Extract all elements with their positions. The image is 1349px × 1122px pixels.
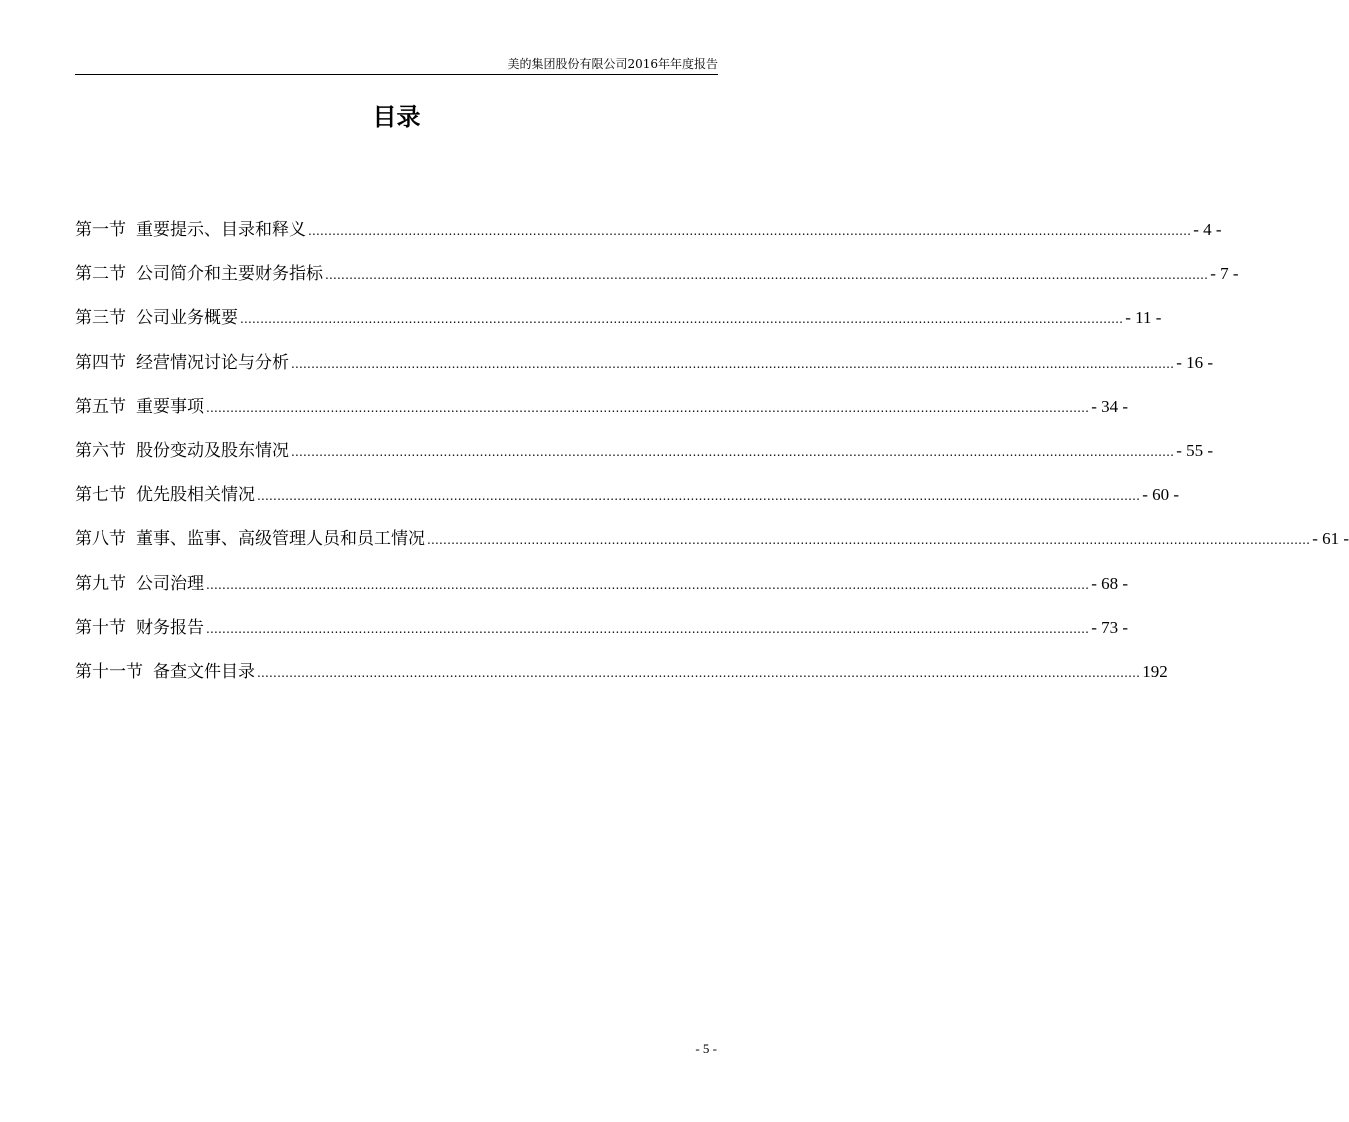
dot-leader: ............................................................................................................................................................................................................................ [291,444,1175,459]
toc-section-title: 公司治理 [136,573,204,594]
toc-entry-4[interactable] [75,349,1214,393]
toc-section-title: 重要提示、目录和释义 [136,220,306,240]
toc-section-title: 财务报告 [136,617,204,638]
toc-section-number: 第五节 [75,396,126,417]
toc-section-number: 第一节 [75,220,126,240]
dot-leader: ............................................................................................................................................................................................................................ [427,533,1311,548]
toc-section-title: 重要事项 [136,396,204,417]
toc-section-title: 董事、监事、高级管理人员和员工情况 [136,529,425,550]
toc-section-title: 备查文件目录 [153,661,255,682]
toc-section-number: 第九节 [75,573,126,594]
toc-page-number: - 16 - [1176,352,1214,372]
dot-leader: ............................................................................................................................................................................................................................ [206,621,1090,636]
toc-entry-5[interactable] [75,393,1129,437]
toc-entry-8[interactable] [75,525,1349,569]
toc-section-number: 第三节 [75,308,126,329]
toc-page-number: 192 [1142,661,1168,681]
toc-section-number: 第七节 [75,485,126,506]
toc-section-title: 股份变动及股东情况 [136,440,289,461]
toc-page-number: - 60 - [1142,485,1180,505]
page-number-footer: - 5 - [695,1041,717,1056]
toc-entry-7[interactable] [75,481,1180,525]
toc-page-number: - 34 - [1091,396,1129,416]
toc-page-number: - 61 - [1312,529,1349,549]
dot-leader: ............................................................................................................................................................................................................................ [257,665,1141,680]
toc-section-number: 第二节 [75,264,126,285]
toc-entry-1[interactable] [75,216,1222,260]
dot-leader: ............................................................................................................................................................................................................................ [206,400,1090,415]
toc-page-number: - 11 - [1125,308,1162,328]
dot-leader: ............................................................................................................................................................................................................................ [325,268,1209,283]
header-rule [75,74,718,75]
toc-section-title: 公司简介和主要财务指标 [136,264,323,285]
dot-leader: ............................................................................................................................................................................................................................ [257,489,1141,504]
dot-leader: ............................................................................................................................................................................................................................ [206,577,1090,592]
toc-page-number: - 7 - [1210,264,1239,284]
toc-entry-9[interactable] [75,570,1129,614]
toc-entry-3[interactable] [75,304,1162,348]
toc-entry-11[interactable] [75,658,1168,702]
toc-section-number: 第六节 [75,440,126,461]
running-header: 美的集团股份有限公司2016年年度报告 [507,57,718,71]
toc-section-number: 第十一节 [75,661,143,682]
toc-section-number: 第十节 [75,617,126,638]
toc-page-number: - 4 - [1193,220,1222,239]
toc-entry-6[interactable] [75,437,1214,481]
toc-section-number: 第四节 [75,352,126,373]
table-of-contents [75,216,1349,702]
toc-entry-10[interactable] [75,614,1129,658]
toc-section-title: 经营情况讨论与分析 [136,352,289,373]
dot-leader: ............................................................................................................................................................................................................................ [308,224,1192,238]
toc-page-number: - 73 - [1091,617,1129,637]
toc-page-number: - 55 - [1176,440,1214,460]
toc-section-title: 公司业务概要 [136,308,238,329]
page-title: 目录 [372,103,421,131]
toc-entry-2[interactable] [75,260,1239,304]
dot-leader: ............................................................................................................................................................................................................................ [240,312,1124,327]
dot-leader: ............................................................................................................................................................................................................................ [291,356,1175,371]
toc-section-title: 优先股相关情况 [136,485,255,506]
toc-page-number: - 68 - [1091,573,1129,593]
toc-section-number: 第八节 [75,529,126,550]
